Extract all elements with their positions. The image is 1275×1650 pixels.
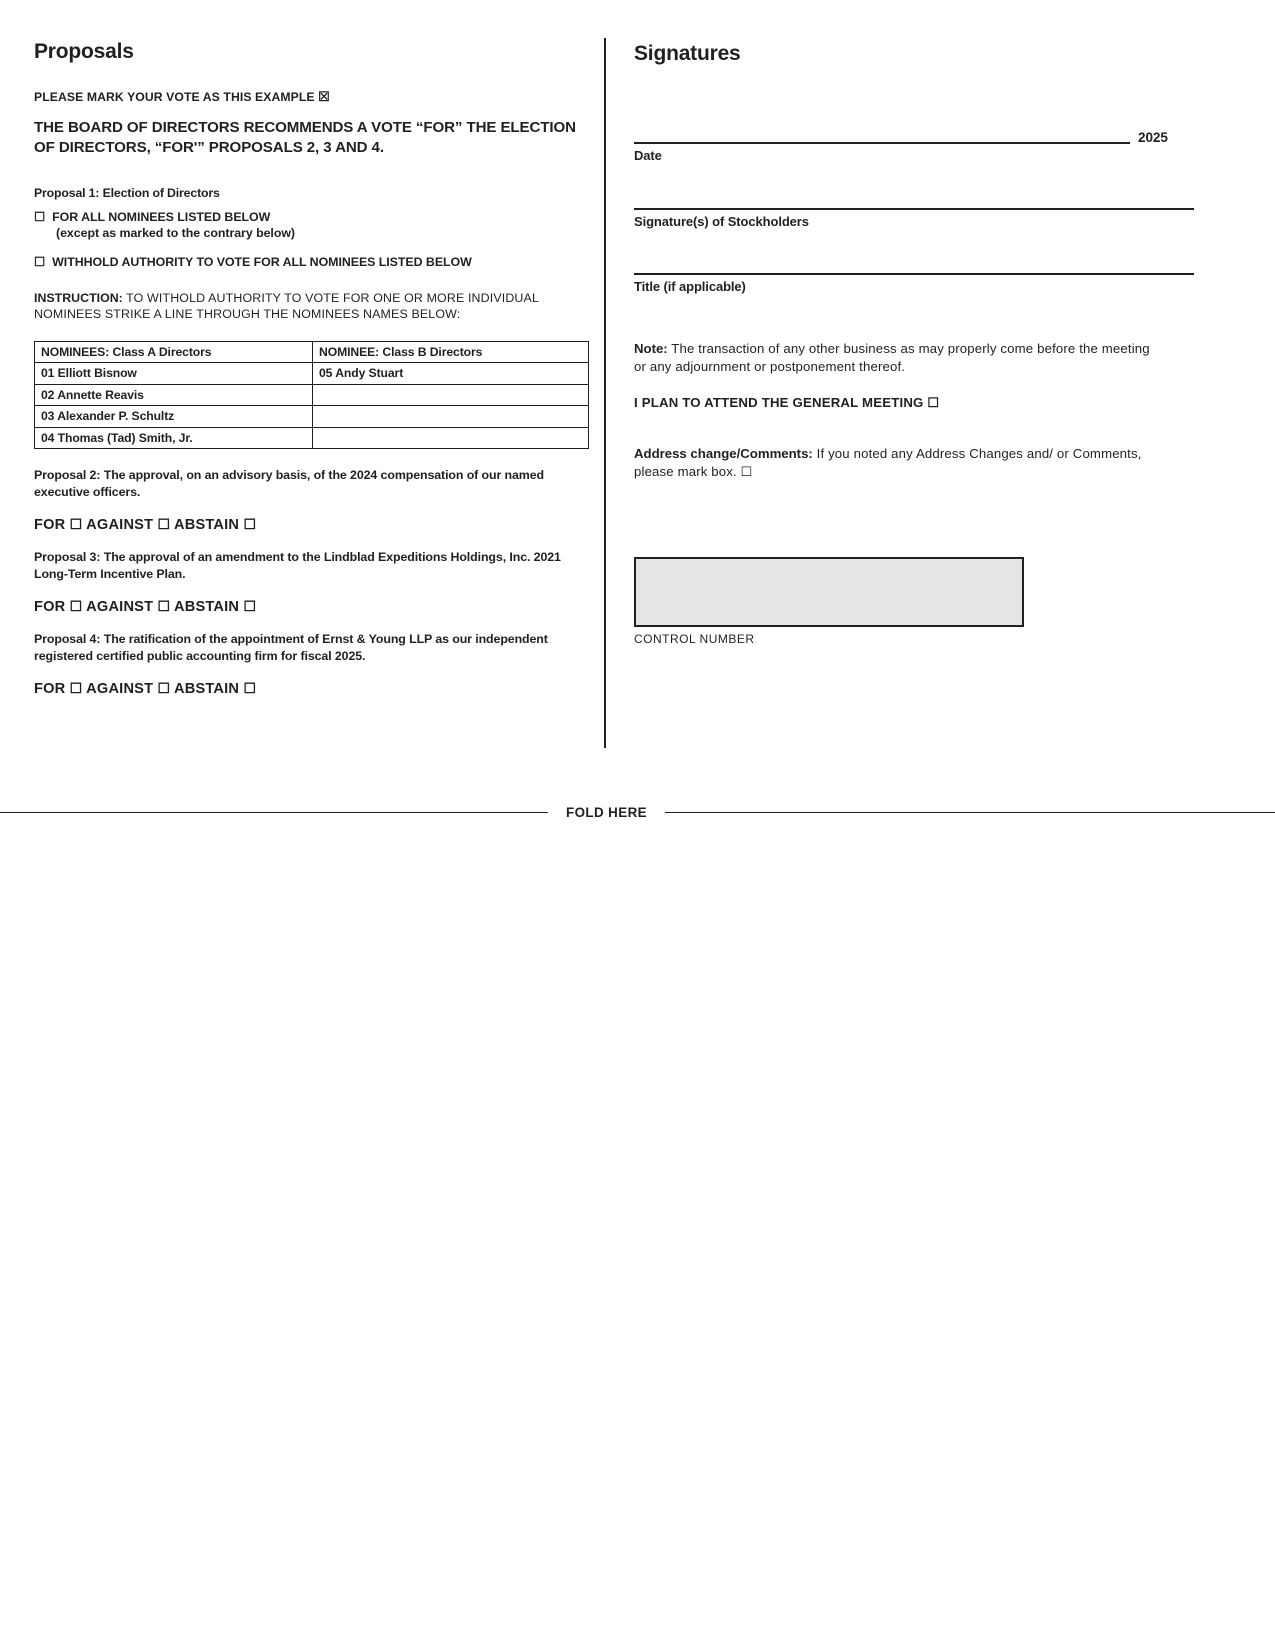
- control-number-label: CONTROL NUMBER: [634, 632, 755, 647]
- proposal-4-abstain-checkbox-icon[interactable]: ☐: [243, 680, 257, 697]
- nominee-class-b-1[interactable]: 05 Andy Stuart: [313, 363, 589, 385]
- date-label: Date: [634, 147, 662, 163]
- signature-field-group[interactable]: [634, 208, 1194, 229]
- mark-vote-example: [34, 90, 590, 104]
- nominees-class-a-header: NOMINEES: Class A Directors: [35, 341, 313, 363]
- proposal-2-vote-row[interactable]: [34, 516, 590, 533]
- instruction-label: INSTRUCTION:: [34, 291, 123, 306]
- proposal-1-title: Proposal 1: Election of Directors: [34, 186, 220, 201]
- proposal-3-for-label: FOR: [34, 599, 66, 616]
- nominee-class-a-1[interactable]: 01 Elliott Bisnow: [35, 363, 313, 385]
- proposal-4-against-checkbox-icon[interactable]: ☐: [157, 680, 171, 697]
- proposal-2-text: Proposal 2: The approval, on an advisory basis, of the 2024 compensation of our named executive officers.: [34, 468, 544, 499]
- date-year-label: 2025: [1138, 130, 1168, 145]
- ballot-box-x-icon: ☒: [318, 89, 330, 104]
- column-divider: [604, 38, 606, 748]
- instruction-body: TO WITHOLD AUTHORITY TO VOTE FOR ONE OR MORE INDIVIDUAL NOMINEES STRIKE A LINE THROUGH THE NOMINEES NAMES BELOW:: [34, 291, 539, 322]
- board-recommendation-text: THE BOARD OF DIRECTORS RECOMMENDS A VOTE “FOR” THE ELECTION OF DIRECTORS, “FOR'” PROPOSALS 2, 3 AND 4.: [34, 119, 576, 157]
- proposal-4-for-checkbox-icon[interactable]: ☐: [69, 680, 83, 697]
- table-row[interactable]: [35, 363, 589, 385]
- proposal-2-for-label: FOR: [34, 517, 66, 534]
- choice-for-all-nominees-subtext: (except as marked to the contrary below): [56, 225, 296, 240]
- table-row[interactable]: [35, 384, 589, 406]
- table-row[interactable]: [35, 427, 589, 449]
- proposal-4-text: Proposal 4: The ratification of the appointment of Ernst & Young LLP as our independent registered certified public accounting firm for fiscal 2025.: [34, 632, 548, 663]
- proposals-column: [34, 40, 590, 713]
- proposals-heading: Proposals: [34, 40, 134, 63]
- title-label: Title (if applicable): [634, 278, 746, 294]
- address-change-comments-text[interactable]: [634, 445, 1174, 481]
- proposal-3-text: Proposal 3: The approval of an amendment to the Lindblad Expeditions Holdings, Inc. 2021 Long-Term Incentive Plan.: [34, 550, 561, 581]
- table-header-row: [35, 341, 589, 363]
- proposal-3-against-checkbox-icon[interactable]: ☐: [157, 598, 171, 615]
- choice-for-all-nominees-label: FOR ALL NOMINEES LISTED BELOW: [52, 209, 271, 224]
- choice-withhold-authority-label: WITHHOLD AUTHORITY TO VOTE FOR ALL NOMINEES LISTED BELOW: [52, 254, 472, 269]
- attend-meeting-label: I PLAN TO ATTEND THE GENERAL MEETING: [634, 395, 924, 411]
- signatures-heading: Signatures: [634, 42, 741, 65]
- mark-vote-example-label: PLEASE MARK YOUR VOTE AS THIS EXAMPLE: [34, 90, 315, 104]
- nominee-class-a-4[interactable]: 04 Thomas (Tad) Smith, Jr.: [35, 427, 313, 449]
- proposal-3-abstain-label: ABSTAIN: [173, 599, 240, 616]
- fold-line-right: [665, 812, 1275, 814]
- proposal-4-abstain-label: ABSTAIN: [173, 681, 240, 698]
- attend-meeting-row[interactable]: [634, 395, 1194, 411]
- instruction-text: [34, 290, 590, 323]
- signature-label: Signature(s) of Stockholders: [634, 213, 809, 229]
- nominees-class-b-header: NOMINEE: Class B Directors: [313, 341, 589, 363]
- proposal-3-for-checkbox-icon[interactable]: ☐: [69, 598, 83, 615]
- nominee-class-b-3[interactable]: [313, 406, 589, 428]
- proposal-2-against-checkbox-icon[interactable]: ☐: [157, 516, 171, 533]
- choice-for-all-nominees[interactable]: [34, 209, 590, 226]
- proposal-2-against-label: AGAINST: [86, 517, 154, 534]
- nominee-class-b-2[interactable]: [313, 384, 589, 406]
- proposal-3-against-label: AGAINST: [86, 599, 154, 616]
- address-change-label: Address change/Comments:: [634, 446, 813, 462]
- fold-here-label: FOLD HERE: [566, 805, 647, 820]
- fold-here-divider: [0, 805, 1275, 820]
- attend-meeting-checkbox-icon[interactable]: ☐: [927, 395, 940, 411]
- nominee-class-b-4[interactable]: [313, 427, 589, 449]
- checkbox-icon[interactable]: ☐: [34, 254, 46, 269]
- proposal-2-for-checkbox-icon[interactable]: ☐: [69, 516, 83, 533]
- table-row[interactable]: [35, 406, 589, 428]
- note-text: [634, 340, 1150, 376]
- note-label: Note:: [634, 340, 668, 356]
- proposal-2-abstain-checkbox-icon[interactable]: ☐: [243, 516, 257, 533]
- note-body: The transaction of any other business as may properly come before the meeting or any adjournment or postponement thereof.: [634, 340, 1150, 374]
- fold-line-left: [0, 812, 548, 814]
- control-number-box: [634, 557, 1024, 627]
- nominee-class-a-3[interactable]: 03 Alexander P. Schultz: [35, 406, 313, 428]
- title-field-group[interactable]: [634, 273, 1194, 294]
- proposal-2-abstain-label: ABSTAIN: [173, 517, 240, 534]
- address-change-body: If you noted any Address Changes and/ or Comments, please mark box. ☐: [634, 446, 1142, 480]
- date-field-group[interactable]: [634, 132, 1194, 163]
- choice-withhold-authority[interactable]: [34, 254, 590, 271]
- signatures-column: [634, 42, 1194, 646]
- checkbox-icon[interactable]: ☐: [34, 209, 46, 224]
- proposal-3-abstain-checkbox-icon[interactable]: ☐: [243, 598, 257, 615]
- nominee-class-a-2[interactable]: 02 Annette Reavis: [35, 384, 313, 406]
- date-input-line[interactable]: [634, 142, 1130, 144]
- proposal-3-vote-row[interactable]: [34, 598, 590, 615]
- proposal-4-against-label: AGAINST: [86, 681, 154, 698]
- nominees-table: [34, 341, 589, 450]
- proposal-4-for-label: FOR: [34, 681, 66, 698]
- proposal-4-vote-row[interactable]: [34, 680, 590, 697]
